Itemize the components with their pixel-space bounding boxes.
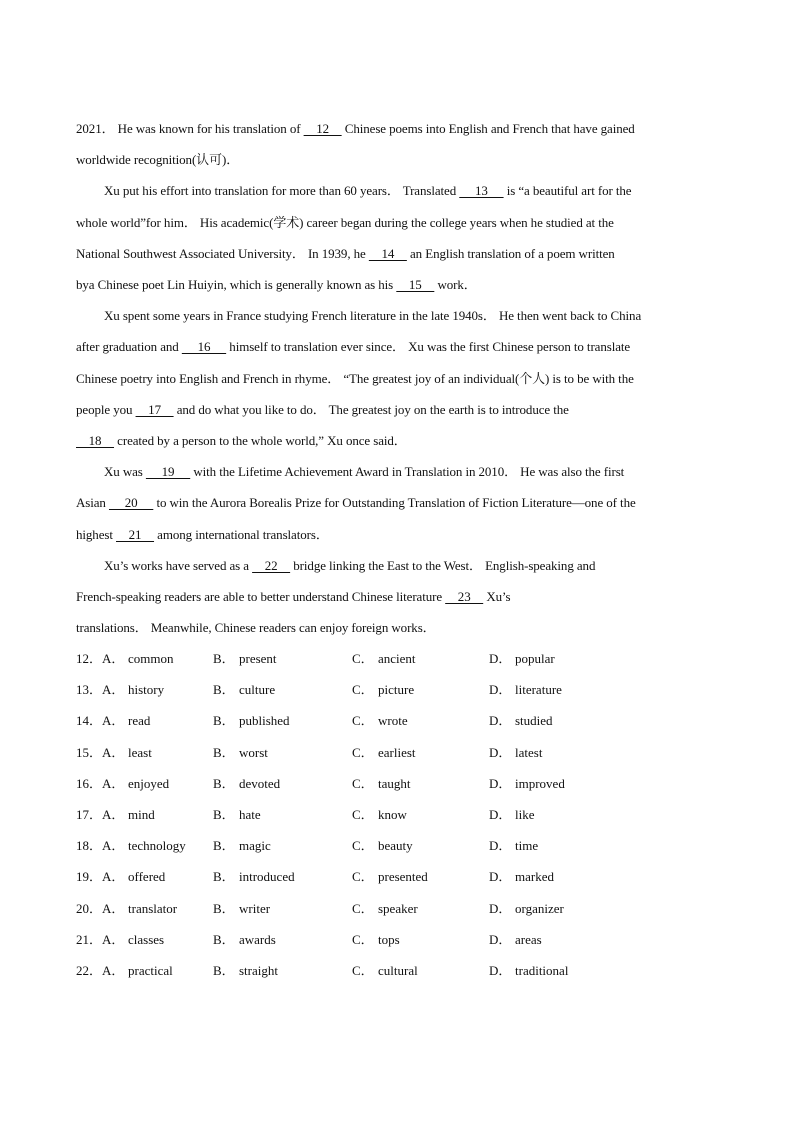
answer-option[interactable] bbox=[213, 649, 277, 669]
option-text: areas bbox=[515, 931, 542, 947]
answer-option[interactable] bbox=[213, 680, 275, 700]
passage-text: Xu was bbox=[104, 464, 146, 479]
option-text: cultural bbox=[378, 963, 418, 978]
passage-line bbox=[76, 244, 726, 264]
answer-option[interactable] bbox=[352, 930, 400, 950]
answer-option[interactable] bbox=[489, 711, 553, 731]
option-text: magic bbox=[239, 838, 271, 854]
answer-option[interactable] bbox=[102, 836, 186, 856]
option-letter: A． bbox=[102, 713, 125, 729]
answer-option[interactable] bbox=[213, 961, 278, 981]
passage-line bbox=[76, 400, 726, 420]
question-number: 13． bbox=[76, 682, 103, 698]
answer-option[interactable] bbox=[352, 961, 418, 981]
option-text: speaker bbox=[378, 900, 418, 916]
option-letter: C． bbox=[352, 651, 374, 666]
option-text: published bbox=[239, 713, 290, 729]
passage-line bbox=[104, 556, 754, 576]
passage-line bbox=[76, 275, 726, 295]
option-text: latest bbox=[515, 744, 543, 760]
option-text: technology bbox=[128, 838, 186, 854]
question-row bbox=[76, 774, 716, 794]
answer-option[interactable] bbox=[489, 649, 555, 669]
question-number: 19． bbox=[76, 869, 103, 885]
question-row bbox=[76, 743, 716, 763]
answer-option[interactable] bbox=[213, 805, 261, 825]
option-text: picture bbox=[378, 682, 415, 698]
answer-option[interactable] bbox=[102, 774, 169, 794]
option-letter: B． bbox=[213, 775, 235, 791]
passage-text: is “a beautiful art for the bbox=[503, 183, 632, 198]
passage-line bbox=[104, 306, 754, 326]
option-letter: A． bbox=[102, 651, 125, 666]
option-text: straight bbox=[239, 963, 278, 978]
question-row bbox=[76, 836, 716, 856]
option-text: present bbox=[239, 651, 277, 666]
option-text: common bbox=[128, 651, 174, 666]
question-number: 14． bbox=[76, 713, 103, 729]
answer-blank: 12 bbox=[303, 121, 342, 136]
answer-blank: 17 bbox=[135, 402, 174, 417]
option-text: writer bbox=[239, 900, 271, 916]
option-letter: A． bbox=[102, 900, 125, 916]
question-row bbox=[76, 961, 716, 981]
passage-text: and do what you like to do． The greatest joy on the earth is to introduce the bbox=[173, 402, 569, 417]
answer-option[interactable] bbox=[352, 711, 408, 731]
passage-text: Xu spent some years in France studying French literature in the late 1940s． He then went back to China bbox=[104, 308, 642, 323]
question-row bbox=[76, 867, 716, 887]
passage-line bbox=[76, 150, 726, 170]
answer-option[interactable] bbox=[102, 680, 164, 700]
passage-text: bridge linking the East to the West． English-speaking and bbox=[290, 558, 596, 573]
option-letter: C． bbox=[352, 869, 374, 885]
option-letter: B． bbox=[213, 651, 235, 666]
option-letter: C． bbox=[352, 775, 374, 791]
answer-option[interactable] bbox=[489, 961, 568, 981]
option-letter: C． bbox=[352, 713, 374, 729]
option-text: marked bbox=[515, 869, 554, 885]
passage-text: 2021． He was known for his translation of bbox=[76, 121, 304, 136]
question-number: 17． bbox=[76, 807, 103, 822]
answer-option[interactable] bbox=[213, 836, 271, 856]
answer-option[interactable] bbox=[102, 961, 173, 981]
option-letter: B． bbox=[213, 682, 235, 698]
answer-option[interactable] bbox=[352, 805, 407, 825]
option-text: awards bbox=[239, 931, 276, 947]
option-letter: C． bbox=[352, 744, 374, 760]
passage-text: himself to translation ever since． Xu was the first Chinese person to translate bbox=[226, 339, 631, 354]
answer-option[interactable] bbox=[102, 805, 155, 825]
answer-option[interactable] bbox=[352, 680, 414, 700]
option-text: worst bbox=[239, 744, 268, 760]
option-letter: A． bbox=[102, 963, 125, 978]
answer-blank: 16 bbox=[181, 339, 227, 354]
option-text: beauty bbox=[378, 838, 413, 854]
option-letter: C． bbox=[352, 838, 374, 854]
option-text: taught bbox=[378, 775, 411, 791]
answer-blank: 14 bbox=[368, 246, 407, 261]
option-letter: A． bbox=[102, 838, 125, 854]
question-number: 20． bbox=[76, 900, 103, 916]
passage-text: Xu put his effort into translation for more than 60 years． Translated bbox=[104, 183, 460, 198]
answer-option[interactable] bbox=[102, 743, 152, 763]
option-letter: D． bbox=[489, 869, 512, 885]
option-text: know bbox=[378, 807, 407, 822]
answer-blank: 18 bbox=[76, 433, 115, 448]
question-number: 15． bbox=[76, 744, 103, 760]
option-letter: C． bbox=[352, 963, 374, 978]
answer-option[interactable] bbox=[102, 930, 164, 950]
option-letter: D． bbox=[489, 807, 512, 822]
answer-option[interactable] bbox=[489, 930, 542, 950]
answer-option[interactable] bbox=[489, 805, 535, 825]
passage-text: translations． Meanwhile, Chinese readers can enjoy foreign works． bbox=[76, 620, 436, 635]
option-text: time bbox=[515, 838, 539, 854]
option-text: popular bbox=[515, 651, 555, 666]
option-letter: A． bbox=[102, 744, 125, 760]
option-text: history bbox=[128, 682, 165, 698]
answer-option[interactable] bbox=[213, 774, 280, 794]
passage-text: Chinese poems into English and French that have gained bbox=[341, 121, 635, 136]
option-text: literature bbox=[515, 682, 562, 698]
passage-line bbox=[76, 213, 726, 233]
passage-text: Xu’s works have served as a bbox=[104, 558, 253, 573]
answer-blank: 19 bbox=[145, 464, 191, 479]
answer-option[interactable] bbox=[489, 774, 565, 794]
option-text: offered bbox=[128, 869, 166, 885]
option-text: devoted bbox=[239, 775, 281, 791]
option-letter: A． bbox=[102, 682, 125, 698]
passage-text: worldwide recognition(认可)． bbox=[76, 152, 240, 167]
option-letter: D． bbox=[489, 931, 512, 947]
option-letter: B． bbox=[213, 744, 235, 760]
option-letter: D． bbox=[489, 900, 512, 916]
question-row bbox=[76, 649, 716, 669]
passage-text: with the Lifetime Achievement Award in Translation in 2010． He was also the first bbox=[190, 464, 625, 479]
question-number: 12． bbox=[76, 651, 103, 666]
option-text: culture bbox=[239, 682, 276, 698]
option-text: studied bbox=[515, 713, 553, 729]
passage-line bbox=[104, 462, 754, 482]
passage-line bbox=[104, 181, 754, 201]
answer-option[interactable] bbox=[102, 899, 177, 919]
question-number: 22． bbox=[76, 963, 103, 978]
passage-text: French-speaking readers are able to better understand Chinese literature bbox=[76, 589, 446, 604]
passage-text: National Southwest Associated University． In 1939, he bbox=[76, 246, 369, 261]
passage-text: Xu’s bbox=[483, 589, 511, 604]
option-text: ancient bbox=[378, 651, 416, 666]
answer-option[interactable] bbox=[352, 836, 413, 856]
option-letter: D． bbox=[489, 775, 512, 791]
option-letter: B． bbox=[213, 931, 235, 947]
option-text: presented bbox=[378, 869, 428, 885]
passage-text: Chinese poetry into English and French in rhyme． “The greatest joy of an individual(个人) is to be with the bbox=[76, 371, 634, 386]
option-letter: A． bbox=[102, 931, 125, 947]
passage-line bbox=[76, 369, 726, 389]
option-text: tops bbox=[378, 931, 400, 947]
answer-blank: 22 bbox=[252, 558, 291, 573]
passage-line bbox=[76, 431, 726, 451]
option-text: practical bbox=[128, 963, 173, 978]
passage-text: to win the Aurora Borealis Prize for Outstanding Translation of Fiction Literature—one of the bbox=[153, 495, 636, 510]
option-letter: B． bbox=[213, 838, 235, 854]
passage-text: highest bbox=[76, 527, 117, 542]
passage-text: Asian bbox=[76, 495, 109, 510]
option-text: like bbox=[515, 807, 535, 822]
passage-text: whole world”for him． His academic(学术) career began during the college years when he studied at the bbox=[76, 215, 614, 230]
question-row bbox=[76, 930, 716, 950]
option-text: hate bbox=[239, 807, 261, 822]
question-row bbox=[76, 805, 716, 825]
passage-text: an English translation of a poem written bbox=[406, 246, 615, 261]
answer-option[interactable] bbox=[352, 867, 428, 887]
answer-option[interactable] bbox=[102, 867, 165, 887]
passage-text: after graduation and bbox=[76, 339, 182, 354]
option-letter: D． bbox=[489, 713, 512, 729]
answer-option[interactable] bbox=[213, 930, 276, 950]
passage-line bbox=[76, 493, 726, 513]
answer-option[interactable] bbox=[213, 711, 290, 731]
passage-line bbox=[76, 119, 726, 139]
option-letter: A． bbox=[102, 807, 125, 822]
answer-blank: 20 bbox=[108, 495, 154, 510]
option-letter: B． bbox=[213, 807, 235, 822]
option-letter: A． bbox=[102, 775, 125, 791]
answer-blank: 15 bbox=[396, 277, 435, 292]
question-number: 16． bbox=[76, 775, 103, 791]
answer-option[interactable] bbox=[489, 680, 562, 700]
option-text: improved bbox=[515, 775, 565, 791]
passage-text: created by a person to the whole world,” Xu once said． bbox=[114, 433, 407, 448]
answer-option[interactable] bbox=[213, 899, 270, 919]
answer-option[interactable] bbox=[102, 649, 174, 669]
passage-text: work． bbox=[434, 277, 477, 292]
answer-option[interactable] bbox=[352, 649, 416, 669]
passage-line bbox=[76, 587, 726, 607]
option-text: mind bbox=[128, 807, 155, 822]
option-text: least bbox=[128, 744, 152, 760]
answer-option[interactable] bbox=[489, 899, 564, 919]
answer-option[interactable] bbox=[489, 743, 542, 763]
question-row bbox=[76, 899, 716, 919]
option-text: wrote bbox=[378, 713, 408, 729]
question-number: 21． bbox=[76, 931, 103, 947]
option-letter: B． bbox=[213, 869, 235, 885]
option-text: earliest bbox=[378, 744, 416, 760]
option-letter: C． bbox=[352, 807, 374, 822]
answer-option[interactable] bbox=[213, 743, 268, 763]
answer-option[interactable] bbox=[489, 867, 554, 887]
answer-option[interactable] bbox=[352, 899, 418, 919]
passage-line bbox=[76, 618, 726, 638]
option-letter: D． bbox=[489, 744, 512, 760]
passage-text: people you bbox=[76, 402, 136, 417]
question-number: 18． bbox=[76, 838, 103, 854]
option-text: traditional bbox=[515, 963, 569, 978]
option-letter: C． bbox=[352, 931, 374, 947]
option-letter: C． bbox=[352, 900, 374, 916]
option-text: enjoyed bbox=[128, 775, 170, 791]
answer-option[interactable] bbox=[352, 743, 416, 763]
option-letter: D． bbox=[489, 651, 512, 666]
option-letter: D． bbox=[489, 682, 512, 698]
passage-line bbox=[76, 525, 726, 545]
answer-option[interactable] bbox=[102, 711, 150, 731]
option-text: introduced bbox=[239, 869, 295, 885]
option-letter: D． bbox=[489, 963, 512, 978]
question-row bbox=[76, 711, 716, 731]
option-letter: A． bbox=[102, 869, 125, 885]
answer-option[interactable] bbox=[213, 867, 295, 887]
option-text: read bbox=[128, 713, 151, 729]
option-letter: B． bbox=[213, 713, 235, 729]
option-letter: C． bbox=[352, 682, 374, 698]
answer-blank: 21 bbox=[116, 527, 155, 542]
option-text: classes bbox=[128, 931, 165, 947]
passage-text: among international translators． bbox=[154, 527, 329, 542]
option-text: translator bbox=[128, 900, 178, 916]
passage-text: bya Chinese poet Lin Huiyin, which is generally known as his bbox=[76, 277, 397, 292]
answer-blank: 23 bbox=[445, 589, 484, 604]
answer-blank: 13 bbox=[459, 183, 504, 198]
option-letter: B． bbox=[213, 963, 235, 978]
passage-line bbox=[76, 337, 726, 357]
answer-option[interactable] bbox=[352, 774, 411, 794]
answer-option[interactable] bbox=[489, 836, 538, 856]
question-row bbox=[76, 680, 716, 700]
option-text: organizer bbox=[515, 900, 564, 916]
option-letter: B． bbox=[213, 900, 235, 916]
option-letter: D． bbox=[489, 838, 512, 854]
